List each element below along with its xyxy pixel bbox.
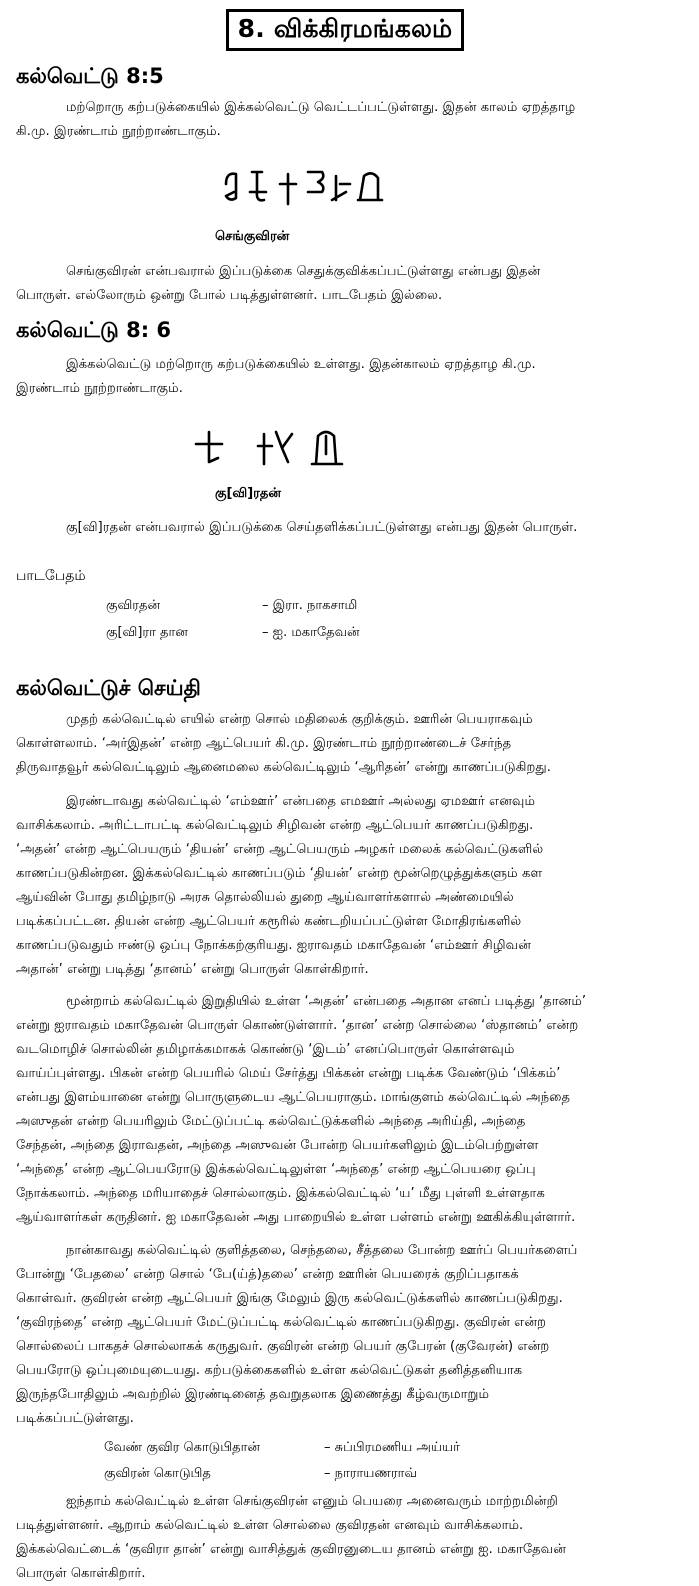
text-line: ஐந்தாம் கல்வெட்டில் உள்ள செங்குவிரன் எனும் பெயரை அனைவரும் மாற்றமின்றி bbox=[66, 1494, 558, 1509]
text-line: என்பது இளம்யானை என்று பொருளுடைய ஆட்பெயராகும். மாங்குளம் கல்வெட்டில் அந்தை bbox=[16, 1090, 571, 1105]
text-line: பொருள் கொள்கிறார். bbox=[16, 1566, 146, 1581]
text-line: படித்துள்ளனர். ஆறாம் கல்வெட்டில் உள்ள சொல்லை குவிரதன் எனவும் வாசிக்கலாம். bbox=[16, 1518, 524, 1533]
text-line: ஆய்வாளர்கள் கருதினர். ஐ மகாதேவன் அது பாறையில் உள்ள பள்ளம் என்று ஊகிக்கியுள்ளார். bbox=[16, 1210, 576, 1225]
section-heading-8-6: கல்வெட்டு 8: 6 bbox=[16, 318, 172, 342]
text-line: செங்குவிரன் என்பவரால் இப்படுக்கை செதுக்குவிக்கப்பட்டுள்ளது என்பது இதன் bbox=[66, 264, 541, 279]
text-line: இக்கல்வெட்டு மற்றொரு கற்படுக்கையில் உள்ளது. இதன்காலம் ஏறத்தாழ கி.மு. bbox=[66, 357, 536, 372]
paragraph-3 bbox=[16, 990, 684, 1230]
text-line: மற்றொரு கற்படுக்கையில் இக்கல்வெட்டு வெட்டப்பட்டுள்ளது. இதன் காலம் ஏறத்தாழ bbox=[66, 100, 576, 115]
paragraph-4 bbox=[16, 1239, 684, 1431]
text-line: பொருள். எல்லோரும் ஒன்று போல் படித்துள்ளனர். பாடபேதம் இல்லை. bbox=[16, 288, 443, 303]
text-line: திருவாதவூர் கல்வெட்டிலும் ஆனைமலை கல்வெட்டிலும் ‘ஆரிதன்’ என்று காணப்படுகிறது. bbox=[16, 760, 552, 775]
text-line: கொள்வர். குவிரன் என்ற ஆட்பெயர் இங்கு மேலும் இரு கல்வெட்டுக்களில் காணப்படுகிறது. bbox=[16, 1291, 563, 1306]
text-line: மூன்றாம் கல்வெட்டில் இறுதியில் உள்ள ‘அதன்’ என்பதை அதான எனப் படித்து ‘தானம்’ bbox=[66, 994, 587, 1009]
text-line: பெயரோடு ஒப்புமையுடையது. கற்படுக்கைகளில் உள்ள கல்வெட்டுகள் தனித்தனியாக bbox=[16, 1363, 523, 1378]
chapter-title bbox=[226, 9, 464, 51]
paragraph-2 bbox=[16, 790, 684, 982]
text-line: படிக்கப்பட்டுள்ளது. bbox=[16, 1411, 135, 1426]
text-line: கொள்ளலாம். ‘அர்இதன்’ என்ற ஆட்பெயர் கி.மு. இரண்டாம் நூற்றாண்டைச் சேர்ந்த bbox=[16, 736, 512, 751]
text-line: சொல்லைப் பாகதச் சொல்லாகக் கருதுவர். குவிரன் என்ற பெயர் குபேரன் (குவேரன்) என்ற bbox=[16, 1339, 550, 1354]
text-line: அதான்’ என்று படித்து ‘தானம்’ என்று பொருள் கொள்கிறார். bbox=[16, 962, 369, 977]
text-line: என்று ஐராவதம் மகாதேவன் பொருள் கொண்டுள்ளார். ‘தான’ என்ற சொல்லை ‘ஸ்தானம்’ என்ற bbox=[16, 1018, 579, 1033]
reading-text: குவிரன் கொடுபித bbox=[104, 1466, 211, 1481]
reading-text: வேண் குவிர கொடுபிதான் bbox=[104, 1440, 261, 1455]
text-line: நோக்கலாம். அந்தை மரியாதைச் சொல்லாகும். இக்கல்வெட்டில் ‘ய’ மீது புள்ளி உள்ளதாக bbox=[16, 1186, 545, 1201]
text-line: இரண்டாம் நூற்றாண்டாகும். bbox=[16, 381, 183, 396]
variant-scholar: – இரா. நாகசாமி bbox=[262, 598, 358, 613]
section-heading-8-5: கல்வெட்டு 8:5 bbox=[16, 64, 164, 88]
text-line: ‘அந்தை’ என்ற ஆட்பெயரோடு இக்கல்வெட்டிலுள்ள ‘அந்தை’ என்ற ஆட்பெயரை ஒப்பு bbox=[16, 1162, 536, 1177]
variant-scholar: – ஐ. மகாதேவன் bbox=[262, 625, 360, 640]
inscription-caption-2: கு[வி]ரதன் bbox=[215, 486, 281, 501]
text-line: கு[வி]ரதன் என்பவரால் இப்படுக்கை செய்தளிக்கப்பட்டுள்ளது என்பது இதன் பொருள். bbox=[66, 520, 578, 535]
chapter-title-text: 8. விக்கிரமங்கலம் bbox=[237, 13, 453, 43]
text-line: இரண்டாவது கல்வெட்டில் ‘எம்ஊர்’ என்பதை எமஊர் அல்லது ஏமஊர் எனவும் bbox=[66, 794, 536, 809]
text-line: போன்று ‘பேதலை’ என்ற சொல் ‘பே(ய்த்)தலை’ என்ற ஊரின் பெயரைக் குறிப்பதாகக் bbox=[16, 1267, 519, 1282]
brahmi-inscription-image bbox=[222, 162, 387, 210]
text-line: ‘குவிரந்தை’ என்ற ஆட்பெயர் மேட்டுப்பட்டி கல்வெட்டில் காணப்படுகிறது. குவிரன் என்ற bbox=[16, 1315, 547, 1330]
text-line: சேந்தன், அந்தை இராவதன், அந்தை அஸுவன் போன்ற பெயர்களிலும் இடம்பெற்றுள்ள bbox=[16, 1138, 539, 1153]
reading-scholar: – நாராயணராவ் bbox=[324, 1466, 417, 1481]
text-line: படிக்கப்பட்டன. தியன் என்ற ஆட்பெயர் கரூரில் கண்டறியப்பட்டுள்ள மோதிரங்களில் bbox=[16, 914, 522, 929]
text-line: வாய்ப்புள்ளது. பிகன் என்ற பெயரில் மெய் சேர்த்து பிக்கன் என்று படிக்க வேண்டும் ‘பிக்கம்’ bbox=[16, 1066, 561, 1081]
text-line: வடமொழிச் சொல்லின் தமிழாக்கமாகக் கொண்டு ‘இடம்’ எனப்பொருள் கொள்ளவும் bbox=[16, 1042, 515, 1057]
text-line: நான்காவது கல்வெட்டில் குளித்தலை, செந்தலை, சீத்தலை போன்ற ஊர்ப் பெயர்களைப் bbox=[66, 1243, 578, 1258]
section-2-intro bbox=[16, 353, 684, 401]
paragraph-1 bbox=[16, 708, 684, 780]
variant-reading: குவிரதன் bbox=[106, 598, 161, 613]
text-line: காணப்படுவதும் ஈண்டு ஒப்பு நோக்கற்குரியது. ஐராவதம் மகாதேவன் ‘எம்ஊர் சிழிவன் bbox=[16, 938, 531, 953]
text-line: வாசிக்கலாம். அரிட்டாபட்டி கல்வெட்டிலும் சிழிவன் என்ற ஆட்பெயர் காணப்படுகிறது. bbox=[16, 818, 534, 833]
text-line: அஸுதன் என்ற பெயரிலும் மேட்டுப்பட்டி கல்வெட்டுக்களில் அந்தை அரிய்தி, அந்தை bbox=[16, 1114, 526, 1129]
text-line: காணப்படுகின்றன. இக்கல்வெட்டில் காணப்படும் ‘தியன்’ என்ற மூன்றெழுத்துக்களும் கள bbox=[16, 866, 543, 881]
section-1-intro bbox=[16, 96, 684, 144]
section-1-meaning bbox=[16, 260, 684, 308]
text-line: ‘அதன்’ என்ற ஆட்பெயரும் ‘தியன்’ என்ற ஆட்பெயரும் அழகர் மலைக் கல்வெட்டுகளில் bbox=[16, 842, 544, 857]
variant-reading: கு[வி]ரா தான bbox=[106, 625, 188, 640]
inscription-caption-1: செங்குவிரன் bbox=[215, 229, 290, 244]
paragraph-5 bbox=[16, 1490, 684, 1586]
text-line: இருந்தபோதிலும் அவற்றில் இரண்டினைத் தவறுதலாக இணைத்து கீழ்வருமாறும் bbox=[16, 1387, 490, 1402]
section-2-meaning bbox=[16, 516, 684, 540]
reading-scholar: – சுப்பிரமணிய அய்யர் bbox=[324, 1440, 460, 1455]
section-heading-news: கல்வெட்டுச் செய்தி bbox=[16, 676, 201, 700]
text-line: இக்கல்வெட்டைக் ‘குவிரா தான்’ என்று வாசித்துக் குவிரனுடைய தானம் என்று ஐ. மகாதேவன் bbox=[16, 1542, 566, 1557]
variants-heading: பாடபேதம் bbox=[16, 568, 86, 584]
text-line: ஆய்வின் போது தமிழ்நாடு அரசு தொல்லியல் துறை ஆய்வாளர்களால் அண்மையில் bbox=[16, 890, 514, 905]
text-line: கி.மு. இரண்டாம் நூற்றாண்டாகும். bbox=[16, 124, 221, 139]
text-line: முதற் கல்வெட்டில் எயில் என்ற சொல் மதிலைக் குறிக்கும். ஊரின் பெயராகவும் bbox=[66, 712, 533, 727]
brahmi-inscription-image bbox=[192, 422, 357, 472]
